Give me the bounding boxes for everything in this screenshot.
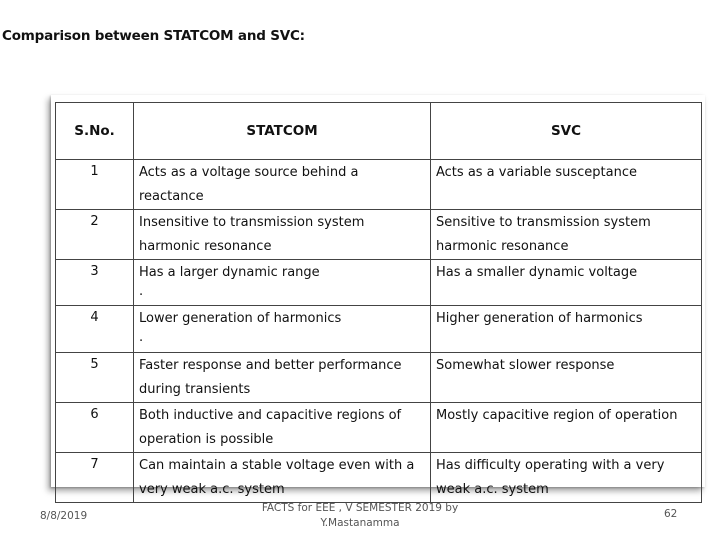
cell-line: . — [139, 284, 144, 299]
cell-line: Faster response and better performance — [139, 358, 402, 373]
table-row — [56, 403, 702, 453]
cell-line: Has difficulty operating with a very — [436, 458, 665, 473]
svc-cell — [431, 353, 702, 403]
svc-cell — [431, 453, 702, 503]
row-sno: 6 — [56, 403, 134, 453]
comparison-table — [55, 102, 702, 503]
table-row — [56, 210, 702, 260]
statcom-cell — [134, 403, 431, 453]
cell-line: during transients — [139, 382, 251, 397]
table-row — [56, 160, 702, 210]
statcom-cell — [134, 353, 431, 403]
table-row — [56, 353, 702, 403]
table-header-row — [56, 103, 702, 160]
statcom-cell — [134, 160, 431, 210]
row-sno: 4 — [56, 306, 134, 353]
cell-line: Somewhat slower response — [436, 358, 615, 373]
slide-heading: Comparison between STATCOM and SVC: — [2, 28, 305, 44]
cell-line: Acts as a variable susceptance — [436, 165, 637, 180]
header-sno: S.No. — [56, 103, 134, 160]
row-sno: 5 — [56, 353, 134, 403]
footer-author-line: Y.Mastanamma — [320, 517, 400, 529]
cell-line: Lower generation of harmonics — [139, 311, 342, 326]
cell-line: Mostly capacitive region of operation — [436, 408, 678, 423]
table-row — [56, 260, 702, 306]
row-sno: 2 — [56, 210, 134, 260]
row-sno: 7 — [56, 453, 134, 503]
row-sno: 1 — [56, 160, 134, 210]
cell-line: Both inductive and capacitive regions of — [139, 408, 402, 423]
row-sno: 3 — [56, 260, 134, 306]
svc-cell — [431, 260, 702, 306]
cell-line: weak a.c. system — [436, 482, 549, 497]
svc-cell — [431, 403, 702, 453]
slide-number: 62 — [664, 508, 678, 520]
statcom-cell — [134, 453, 431, 503]
cell-line: very weak a.c. system — [139, 482, 285, 497]
cell-line: Sensitive to transmission system — [436, 215, 651, 230]
footer-title-line: FACTS for EEE , V SEMESTER 2019 by — [261, 502, 459, 514]
header-svc: SVC — [431, 103, 702, 160]
cell-line: harmonic resonance — [139, 239, 272, 254]
cell-line: Has a smaller dynamic voltage — [436, 265, 638, 280]
statcom-cell — [134, 260, 431, 306]
cell-line: Acts as a voltage source behind a — [139, 165, 359, 180]
cell-line: Higher generation of harmonics — [436, 311, 643, 326]
footer-date: 8/8/2019 — [40, 510, 88, 522]
cell-line: operation is possible — [139, 432, 274, 447]
cell-line: Can maintain a stable voltage even with a — [139, 458, 415, 473]
svc-cell — [431, 306, 702, 353]
footer-title — [230, 501, 490, 531]
statcom-cell — [134, 306, 431, 353]
cell-line: Insensitive to transmission system — [139, 215, 365, 230]
table-row — [56, 453, 702, 503]
svc-cell — [431, 160, 702, 210]
header-statcom: STATCOM — [134, 103, 431, 160]
cell-line: reactance — [139, 189, 204, 204]
cell-line: harmonic resonance — [436, 239, 569, 254]
statcom-cell — [134, 210, 431, 260]
table-row — [56, 306, 702, 353]
cell-line: Has a larger dynamic range — [139, 265, 320, 280]
cell-line: . — [139, 330, 144, 345]
svc-cell — [431, 210, 702, 260]
